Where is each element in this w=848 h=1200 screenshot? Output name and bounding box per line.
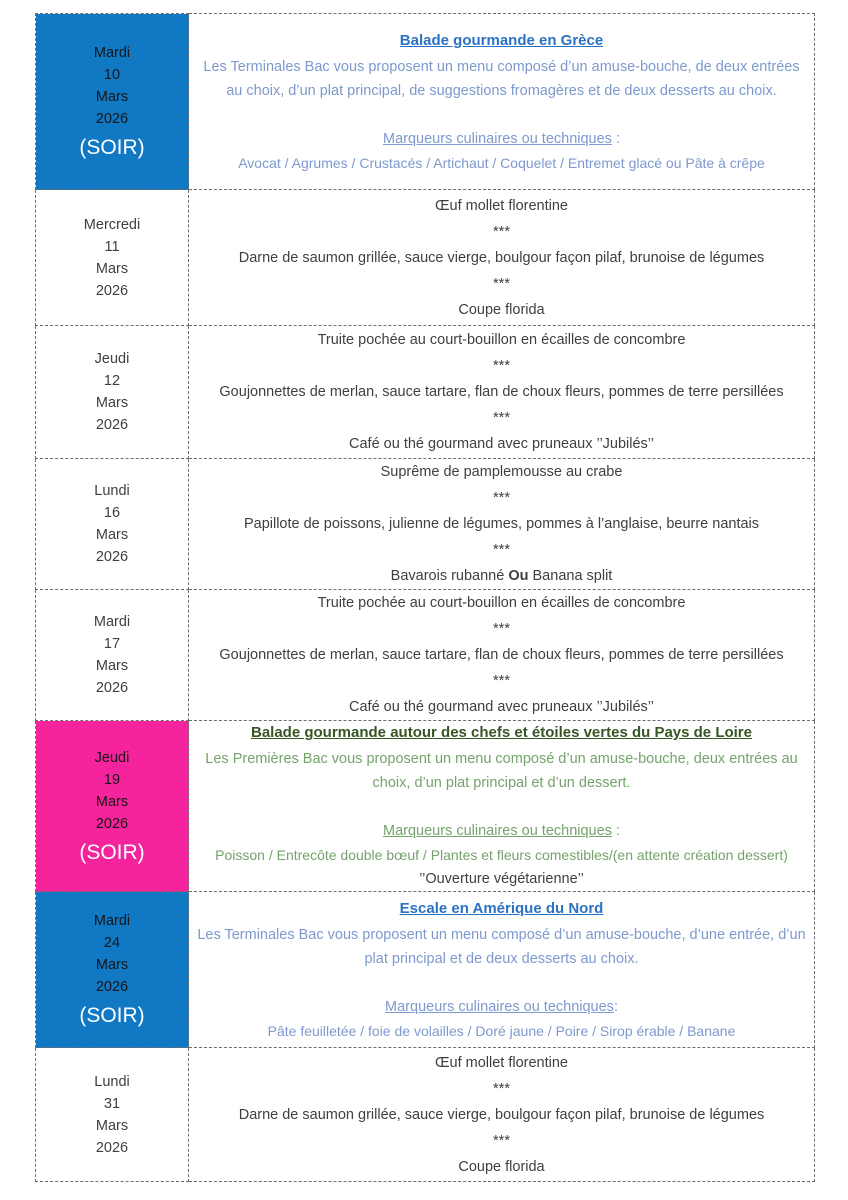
date-cell: [36, 1048, 189, 1182]
menu-row: [36, 590, 815, 721]
date-line: Jeudi: [94, 351, 130, 367]
course-line: Œuf mollet florentine: [435, 1054, 568, 1071]
date-line: Mardi: [93, 913, 131, 929]
date-line: 11: [104, 238, 120, 255]
date-line: Mars: [95, 260, 129, 277]
spacer: [195, 971, 808, 995]
course-line: Goujonnettes de merlan, sauce tartare, flan de choux fleurs, pommes de terre persillées: [219, 647, 784, 663]
menu-table-body: [36, 14, 815, 1182]
menu-row: [36, 721, 815, 892]
course-line: ***: [493, 621, 510, 637]
menu-content-cell: [189, 190, 815, 326]
markers-heading-colon: :: [611, 130, 620, 147]
course-segment: Bavarois rubanné: [390, 568, 509, 584]
menu-row: [36, 892, 815, 1048]
menu-title: Balade gourmande en Grèce: [399, 31, 604, 49]
menu-content-cell: [189, 14, 815, 190]
course-line: ***: [493, 673, 510, 689]
markers-list: Poisson / Entrecôte double bœuf / Plantes et fleurs comestibles/(en attente création dessert): [215, 847, 788, 863]
course-segment: Ou: [508, 568, 529, 584]
date-line: 24: [103, 935, 121, 951]
date-line: 2026: [95, 1139, 129, 1156]
course-line: Café ou thé gourmand avec pruneaux ’’Jubilés’’: [349, 699, 654, 715]
date-line: Jeudi: [94, 749, 130, 766]
course-line: Œuf mollet florentine: [435, 197, 568, 214]
markers-heading-colon: :: [611, 823, 620, 839]
date-cell: [36, 892, 189, 1048]
course-line: Goujonnettes de merlan, sauce tartare, flan de choux fleurs, pommes de terre persillées: [219, 384, 784, 400]
course-line: ***: [493, 275, 510, 292]
date-cell: [36, 590, 189, 721]
date-line: Mars: [95, 89, 129, 105]
menu-description: Les Terminales Bac vous proposent un menu composé d’un amuse-bouche, d’une entrée, d’un plat principal et de deux desserts au choix.: [197, 926, 806, 967]
course-line: ***: [493, 1080, 510, 1097]
menu-title: Balade gourmande autour des chefs et étoiles vertes du Pays de Loire: [251, 724, 752, 741]
date-line: 2026: [95, 417, 129, 433]
markers-heading: [195, 127, 808, 151]
service-label: (SOIR): [79, 840, 145, 864]
date-line: Mars: [95, 957, 129, 973]
date-line: Lundi: [94, 483, 130, 499]
date-line: 2026: [95, 680, 129, 696]
menu-row: [36, 459, 815, 590]
date-cell: [36, 14, 189, 190]
date-line: 2026: [95, 549, 129, 565]
course-line: ***: [493, 490, 510, 506]
course-line: Darne de saumon grillée, sauce vierge, boulgour façon pilaf, brunoise de légumes: [238, 1106, 765, 1123]
course-line: [195, 563, 808, 589]
date-line: 31: [103, 1095, 121, 1112]
course-line: ***: [493, 1132, 510, 1149]
date-line: 2026: [95, 815, 129, 832]
menu-row: [36, 1048, 815, 1182]
menu-content-cell: [189, 326, 815, 459]
menu-content-cell: [189, 721, 815, 892]
course-line: ***: [493, 223, 510, 240]
service-label: (SOIR): [79, 1004, 145, 1027]
course-line: Papillote de poissons, julienne de légumes, pommes à l’anglaise, beurre nantais: [243, 516, 760, 532]
date-cell: [36, 326, 189, 459]
markers-heading: [195, 819, 808, 843]
markers-heading-colon: :: [613, 998, 618, 1015]
service-label: (SOIR): [79, 136, 145, 159]
course-line: Darne de saumon grillée, sauce vierge, boulgour façon pilaf, brunoise de légumes: [238, 249, 765, 266]
date-line: 17: [103, 636, 121, 652]
date-line: Mars: [95, 527, 129, 543]
course-line: Café ou thé gourmand avec pruneaux ’’Jubilés’’: [349, 436, 654, 452]
date-line: Mars: [95, 658, 129, 674]
course-line: Suprême de pamplemousse au crabe: [380, 464, 623, 480]
date-line: Mars: [95, 1117, 129, 1134]
menu-row: [36, 14, 815, 190]
course-line: Coupe florida: [458, 301, 545, 318]
date-line: 19: [103, 771, 121, 788]
date-line: 2026: [95, 979, 129, 995]
date-line: 2026: [95, 111, 129, 127]
spacer: [195, 103, 808, 127]
date-cell: [36, 459, 189, 590]
markers-heading-label: Marqueurs culinaires ou techniques: [385, 998, 614, 1015]
menu-description: Les Premières Bac vous proposent un menu composé d’un amuse-bouche, deux entrées au choix, d’un plat principal et d’un dessert.: [205, 751, 798, 791]
date-line: Lundi: [94, 1073, 130, 1090]
markers-heading-label: Marqueurs culinaires ou techniques: [383, 130, 612, 147]
date-line: Mardi: [93, 45, 131, 61]
menu-title: Escale en Amérique du Nord: [399, 899, 604, 917]
course-line: ***: [493, 410, 510, 426]
extra-note: ’’Ouverture végétarienne’’: [419, 871, 584, 887]
date-line: 2026: [95, 282, 129, 299]
date-cell: [36, 190, 189, 326]
menu-row: [36, 190, 815, 326]
date-line: 10: [103, 67, 121, 83]
markers-list: Avocat / Agrumes / Crustacés / Artichaut / Coquelet / Entremet glacé ou Pâte à crêpe: [238, 154, 765, 171]
date-line: Mardi: [93, 614, 131, 630]
menu-table: [35, 13, 815, 1182]
date-line: 16: [103, 505, 121, 521]
markers-list: Pâte feuilletée / foie de volailles / Doré jaune / Poire / Sirop érable / Banane: [267, 1022, 736, 1039]
date-cell: [36, 721, 189, 892]
menu-content-cell: [189, 892, 815, 1048]
course-line: Truite pochée au court-bouillon en écailles de concombre: [317, 332, 686, 348]
menu-content-cell: [189, 590, 815, 721]
course-segment: Banana split: [528, 568, 613, 584]
course-line: Truite pochée au court-bouillon en écailles de concombre: [317, 595, 686, 611]
menu-row: [36, 326, 815, 459]
course-line: ***: [493, 358, 510, 374]
course-line: Coupe florida: [458, 1158, 545, 1175]
menu-description: Les Terminales Bac vous proposent un menu composé d’un amuse-bouche, de deux entrées au choix, d’un plat principal, de suggestions fromagères et de deux desserts au choix.: [203, 58, 800, 99]
date-line: Mars: [95, 395, 129, 411]
menu-content-cell: [189, 1048, 815, 1182]
spacer: [195, 795, 808, 819]
markers-heading: [195, 995, 808, 1019]
course-line: ***: [493, 542, 510, 558]
markers-heading-label: Marqueurs culinaires ou techniques: [383, 823, 612, 839]
menu-content-cell: [189, 459, 815, 590]
date-line: Mars: [95, 793, 129, 810]
date-line: Mercredi: [83, 216, 141, 233]
date-line: 12: [103, 373, 121, 389]
